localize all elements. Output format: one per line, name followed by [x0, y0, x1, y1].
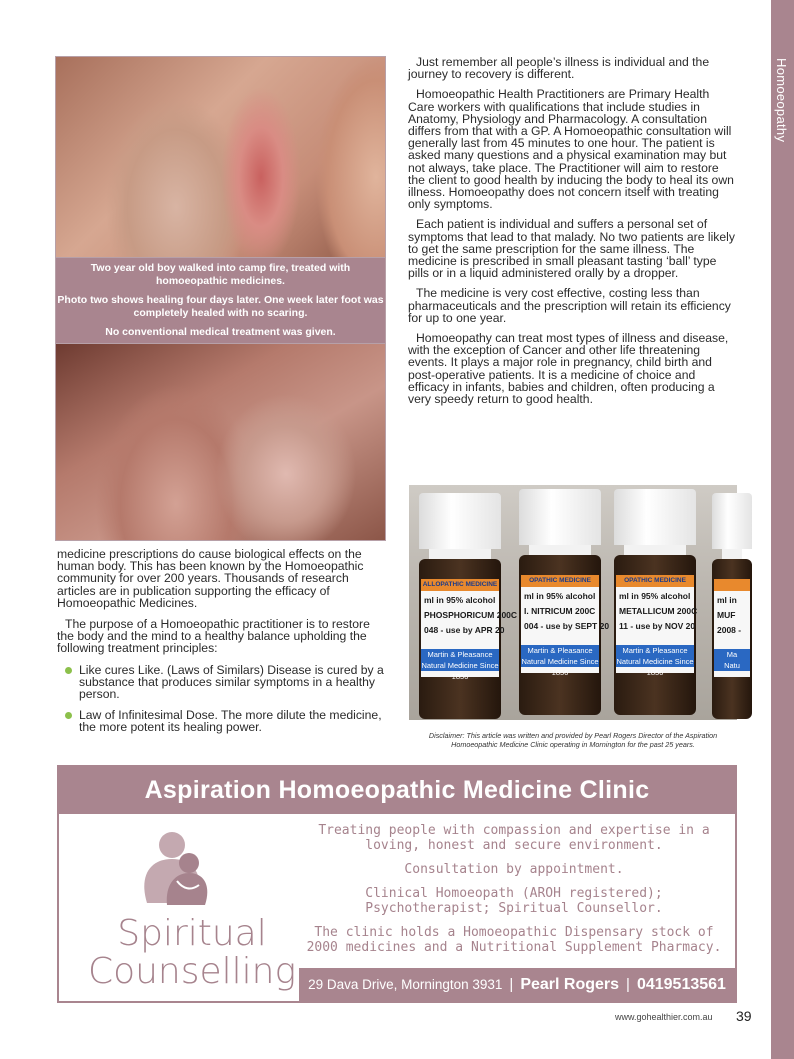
clinic-advert [57, 765, 737, 1003]
label-brand [421, 649, 499, 681]
medicine-bottle [419, 493, 518, 719]
label-line: PHOSPHORICUM 200C [424, 610, 518, 620]
advert-contact-bar [299, 968, 735, 1001]
left-column [57, 548, 387, 743]
separator: | [509, 976, 514, 993]
label-line: ml in 95% alcohol [524, 591, 596, 601]
paragraph: Homoeopathic Health Practitioners are Primary Health Care workers with qualifications that include studies in Anatomy, Physiology and Pharmacology. A consultation differs from that with a GP. A Homoeopathic consultation will generally last from 45 minutes to one hour. The patient is asked many questions and a physical examination may but not always, take place. The Practitioner will aim to restore the client to good health by inducing the body to heal its own illness. Homoeopathy does not concern itself with treating only symptoms. [408, 87, 734, 212]
label-line: ml in 95% alcohol [619, 591, 691, 601]
bottle-neck [722, 549, 742, 559]
logo-text-line-2: Counselling [87, 951, 297, 992]
caption-line-2: Photo two shows healing four days later. One week later foot was completely healed with no scaring. [57, 294, 384, 319]
bottle-body [419, 559, 518, 719]
label-brand [521, 645, 599, 677]
advert-paragraph: Treating people with compassion and expertise in a loving, honest and secure environment. [318, 823, 710, 853]
label-band [714, 579, 750, 591]
label-line: METALLICUM 200C [619, 606, 698, 616]
spiritual-counselling-logo [77, 827, 297, 997]
brand-name: Martin & Pleasance [427, 650, 493, 659]
bottle-cap [519, 489, 601, 545]
bottle-cap [419, 493, 501, 549]
label-brand [714, 649, 750, 671]
right-column [408, 56, 738, 413]
principles-list [57, 664, 387, 734]
label-band: ALLOPATHIC MEDICINE [421, 579, 499, 591]
advert-title: Aspiration Homoeopathic Medicine Clinic [59, 767, 735, 814]
label-line: MUF [717, 610, 736, 620]
paragraph: The medicine is very cost effective, costing less than pharmaceuticals and the prescription will retain its efficiency for up to one year. [408, 286, 731, 325]
section-tab-label: Homoeopathy [774, 58, 789, 143]
embrace-figures-icon [77, 825, 287, 915]
paragraph: medicine prescriptions do cause biological effects on the human body. This has been known by the Homoeopathic community for over 200 years. Thousands of research articles are in publication supporting the efficacy of Homoeopathic Medicines. [57, 547, 364, 610]
advert-paragraph: Clinical Homoeopath (AROH registered); Psychotherapist; Spiritual Counsellor. [365, 886, 663, 916]
caption-line-1: Two year old boy walked into camp fire, treated with homoeopathic medicines. [90, 262, 351, 287]
label-line: I. NITRICUM 200C [524, 606, 596, 616]
burn-photo-before [55, 56, 386, 258]
label-line: 004 - use by SEPT 20 [524, 621, 610, 631]
bottle-neck [624, 545, 686, 555]
burn-photo-after [55, 343, 386, 541]
bottle-label [616, 575, 698, 677]
label-band: OPATHIC MEDICINE [616, 575, 694, 587]
bottle-label [421, 579, 518, 681]
label-brand [616, 645, 694, 677]
clinic-address: 29 Dava Drive, Mornington 3931 [308, 977, 503, 992]
label-line: 2008 - [717, 625, 742, 635]
disclaimer: Disclaimer: This article was written and provided by Pearl Rogers Director of the Aspiration Homoeopathic Medicine Clinic operating in Mornington for the past 25 years. [428, 731, 718, 749]
list-item: Law of Infinitesimal Dose. The more dilute the medicine, the more potent its healing power. [79, 709, 387, 733]
brand-name: Martin & Pleasance [527, 646, 593, 655]
section-tab [771, 0, 794, 1059]
contact-name: Pearl Rogers [520, 976, 620, 993]
list-item: Like cures Like. (Laws of Similars) Disease is cured by a substance that produces similar symptoms in a healthy person. [79, 664, 387, 701]
logo-text-line-1: Spiritual [117, 913, 267, 954]
advert-paragraph: The clinic holds a Homoeopathic Dispensary stock of 2000 medicines and a Nutritional Supplement Pharmacy. [306, 925, 722, 955]
brand-tagline: Natu [724, 661, 740, 670]
label-line: ml in [717, 595, 737, 605]
paragraph: Each patient is individual and suffers a personal set of symptoms that lead to that malady. No two patients are likely to get the same prescription for the same illness. The medicine is prescribed in small pleasant tasting ‘ball’ type pills or in a liquid administered orally by a dropper. [408, 217, 735, 281]
paragraph: Just remember all people’s illness is individual and the journey to recovery is different. [408, 55, 710, 82]
bottle-cap [614, 489, 696, 545]
advert-body [299, 823, 729, 964]
bottle-neck [429, 549, 491, 559]
separator: | [626, 976, 630, 993]
medicine-bottle [519, 489, 610, 715]
bottle-label [521, 575, 610, 677]
medicine-bottles-photo [409, 485, 742, 720]
brand-tagline: Natural Medicine Since 1856 [616, 657, 694, 677]
paragraph: Homoeopathy can treat most types of illness and disease, with the exception of Cancer and other life threatening events. It plays a major role in pregnancy, child birth and post-operative patients. It is a medicine of choice and efficacy in infants, babies and children, often producing a very speedy return to good health. [408, 331, 729, 407]
page-number: 39 [736, 1008, 752, 1024]
bottle-body [712, 559, 752, 719]
medicine-bottle [712, 493, 752, 719]
brand-tagline: Natural Medicine Since 1856 [421, 661, 499, 681]
bottle-neck [529, 545, 591, 555]
brand-name: Ma [726, 650, 738, 659]
photo-caption [55, 258, 386, 343]
bottle-body [519, 555, 610, 715]
bottle-cap [712, 493, 752, 549]
bottle-body [614, 555, 696, 715]
paragraph: The purpose of a Homoeopathic practitioner is to restore the body and the mind to a healthy balance upholding the following treatment principles: [57, 617, 370, 656]
brand-name: Martin & Pleasance [622, 646, 688, 655]
label-line: 11 - use by NOV 20 [619, 621, 696, 631]
label-line: ml in 95% alcohol [424, 595, 496, 605]
bottle-label [714, 579, 750, 677]
brand-tagline: Natural Medicine Since 1856 [521, 657, 599, 677]
caption-line-3: No conventional medical treatment was given. [105, 326, 336, 338]
contact-phone[interactable]: 0419513561 [636, 976, 726, 993]
label-band: OPATHIC MEDICINE [521, 575, 599, 587]
footer-url[interactable]: www.gohealthier.com.au [615, 1012, 713, 1022]
advert-paragraph: Consultation by appointment. [404, 862, 624, 877]
label-line: 048 - use by APR 20 [424, 625, 505, 635]
medicine-bottle [614, 489, 696, 715]
